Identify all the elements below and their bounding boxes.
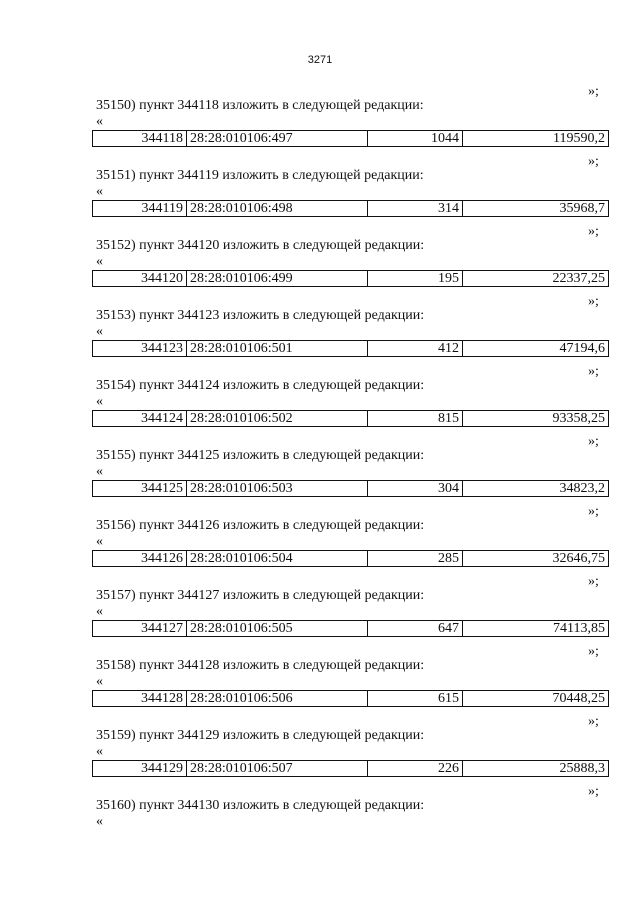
data-table <box>92 130 609 147</box>
entry <box>0 504 640 574</box>
cell-number: 344126 <box>93 551 187 567</box>
cell-area: 412 <box>368 341 463 357</box>
entry <box>0 784 640 854</box>
instruction-text: 35153) пункт 344123 изложить в следующей редакции: <box>96 308 425 323</box>
cell-value: 25888,3 <box>463 761 609 777</box>
cell-number: 344128 <box>93 691 187 707</box>
close-quote: »; <box>588 434 599 449</box>
cell-cadastral: 28:28:010106:498 <box>187 201 368 217</box>
instruction-text: 35158) пункт 344128 изложить в следующей редакции: <box>96 658 425 673</box>
instruction-text: 35155) пункт 344125 изложить в следующей редакции: <box>96 448 425 463</box>
data-table <box>92 340 609 357</box>
cell-number: 344123 <box>93 341 187 357</box>
open-quote: « <box>96 114 103 129</box>
open-quote: « <box>96 674 103 689</box>
close-quote: »; <box>588 504 599 519</box>
data-table <box>92 620 609 637</box>
instruction-text: 35157) пункт 344127 изложить в следующей редакции: <box>96 588 425 603</box>
cell-cadastral: 28:28:010106:501 <box>187 341 368 357</box>
cell-value: 74113,85 <box>463 621 609 637</box>
cell-area: 195 <box>368 271 463 287</box>
table-row <box>93 691 609 707</box>
data-table <box>92 270 609 287</box>
entry <box>0 434 640 504</box>
cell-value: 34823,2 <box>463 481 609 497</box>
table-row <box>93 271 609 287</box>
close-quote: »; <box>588 574 599 589</box>
instruction-text: 35159) пункт 344129 изложить в следующей редакции: <box>96 728 425 743</box>
instruction-text: 35160) пункт 344130 изложить в следующей редакции: <box>96 798 425 813</box>
close-quote: »; <box>588 84 599 99</box>
cell-area: 815 <box>368 411 463 427</box>
close-quote: »; <box>588 294 599 309</box>
close-quote: »; <box>588 644 599 659</box>
open-quote: « <box>96 184 103 199</box>
cell-number: 344118 <box>93 131 187 147</box>
cell-value: 93358,25 <box>463 411 609 427</box>
data-table <box>92 760 609 777</box>
cell-area: 304 <box>368 481 463 497</box>
data-table <box>92 410 609 427</box>
entry <box>0 294 640 364</box>
table-row <box>93 411 609 427</box>
entry <box>0 154 640 224</box>
data-table <box>92 480 609 497</box>
table-row <box>93 341 609 357</box>
close-quote: »; <box>588 364 599 379</box>
open-quote: « <box>96 394 103 409</box>
cell-cadastral: 28:28:010106:505 <box>187 621 368 637</box>
instruction-text: 35150) пункт 344118 изложить в следующей редакции: <box>96 98 424 113</box>
cell-value: 32646,75 <box>463 551 609 567</box>
data-table <box>92 550 609 567</box>
instruction-text: 35151) пункт 344119 изложить в следующей редакции: <box>96 168 424 183</box>
cell-area: 314 <box>368 201 463 217</box>
cell-number: 344120 <box>93 271 187 287</box>
open-quote: « <box>96 534 103 549</box>
cell-value: 22337,25 <box>463 271 609 287</box>
close-quote: »; <box>588 154 599 169</box>
entry <box>0 644 640 714</box>
entry <box>0 574 640 644</box>
cell-cadastral: 28:28:010106:499 <box>187 271 368 287</box>
open-quote: « <box>96 744 103 759</box>
cell-number: 344119 <box>93 201 187 217</box>
open-quote: « <box>96 324 103 339</box>
open-quote: « <box>96 814 103 829</box>
close-quote: »; <box>588 714 599 729</box>
close-quote: »; <box>588 784 599 799</box>
data-table <box>92 690 609 707</box>
table-row <box>93 551 609 567</box>
cell-number: 344125 <box>93 481 187 497</box>
open-quote: « <box>96 254 103 269</box>
entry <box>0 714 640 784</box>
cell-value: 35968,7 <box>463 201 609 217</box>
cell-area: 615 <box>368 691 463 707</box>
instruction-text: 35152) пункт 344120 изложить в следующей редакции: <box>96 238 425 253</box>
table-row <box>93 131 609 147</box>
table-row <box>93 761 609 777</box>
cell-number: 344127 <box>93 621 187 637</box>
entry <box>0 224 640 294</box>
cell-area: 285 <box>368 551 463 567</box>
open-quote: « <box>96 464 103 479</box>
open-quote: « <box>96 604 103 619</box>
cell-area: 226 <box>368 761 463 777</box>
close-quote: »; <box>588 224 599 239</box>
cell-area: 1044 <box>368 131 463 147</box>
entry <box>0 84 640 154</box>
page-number: 3271 <box>307 54 333 66</box>
table-row <box>93 621 609 637</box>
entry <box>0 364 640 434</box>
instruction-text: 35154) пункт 344124 изложить в следующей редакции: <box>96 378 425 393</box>
cell-cadastral: 28:28:010106:507 <box>187 761 368 777</box>
table-row <box>93 201 609 217</box>
cell-value: 70448,25 <box>463 691 609 707</box>
cell-cadastral: 28:28:010106:502 <box>187 411 368 427</box>
cell-area: 647 <box>368 621 463 637</box>
instruction-text: 35156) пункт 344126 изложить в следующей редакции: <box>96 518 425 533</box>
table-row <box>93 481 609 497</box>
cell-cadastral: 28:28:010106:497 <box>187 131 368 147</box>
data-table <box>92 200 609 217</box>
cell-number: 344124 <box>93 411 187 427</box>
cell-cadastral: 28:28:010106:503 <box>187 481 368 497</box>
cell-value: 47194,6 <box>463 341 609 357</box>
cell-value: 119590,2 <box>463 131 609 147</box>
cell-cadastral: 28:28:010106:504 <box>187 551 368 567</box>
cell-number: 344129 <box>93 761 187 777</box>
cell-cadastral: 28:28:010106:506 <box>187 691 368 707</box>
